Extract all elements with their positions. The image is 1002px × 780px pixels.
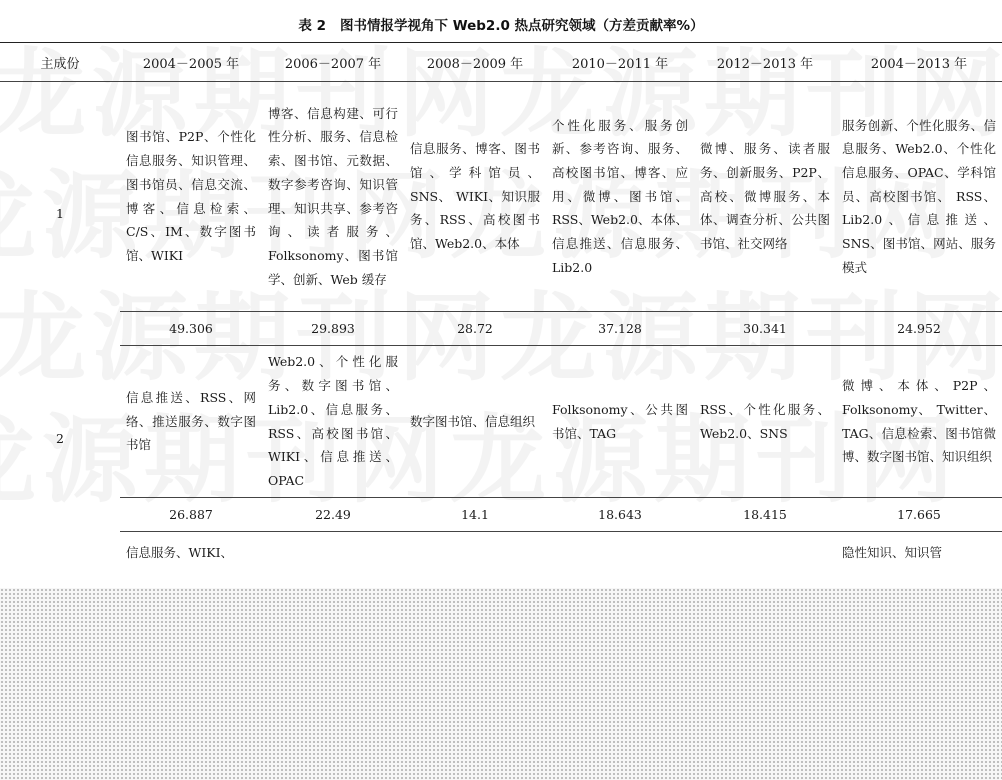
topic-cell: 信息服务、WIKI、 <box>126 545 234 560</box>
header-period: 2004－2013 年 <box>836 43 1002 82</box>
variance-value: 37.128 <box>546 312 694 346</box>
topic-cell: 信息服务、博客、图书馆、学科馆员、 SNS、 WIKI、知识服务、RSS、高校图书馆、Web2.0、本体 <box>410 141 540 252</box>
topic-cell: 服务创新、个性化服务、信息服务、Web2.0、个性化信息服务、OPAC、学科馆员、高校图书馆、 RSS、Lib2.0、信息推送、SNS、图书馆、网站、服务模式 <box>842 117 996 275</box>
header-component: 主成份 <box>0 43 120 82</box>
component-id: 1 <box>56 205 64 221</box>
variance-value: 22.49 <box>262 498 404 532</box>
variance-value: 18.643 <box>546 498 694 532</box>
variance-value: 18.415 <box>694 498 836 532</box>
header-period: 2008－2009 年 <box>404 43 546 82</box>
variance-row <box>0 498 1002 532</box>
topic-cell: 个性化服务、服务创新、参考咨询、服务、高校图书馆、博客、应用、微博、图书馆、RSS、Web2.0、本体、信息推送、信息服务、Lib2.0 <box>552 117 688 275</box>
header-period: 2006－2007 年 <box>262 43 404 82</box>
topic-cell <box>404 532 546 585</box>
variance-row <box>0 312 1002 346</box>
table-row <box>0 532 1002 585</box>
topic-cell: 图书馆、P2P、个性化信息服务、知识管理、图书馆员、信息交流、博客、信息检索、C/S、IM、数字图书馆、WIKI <box>126 129 256 263</box>
header-period: 2004－2005 年 <box>120 43 262 82</box>
variance-value: 28.72 <box>404 312 546 346</box>
variance-value: 17.665 <box>836 498 1002 532</box>
topic-cell <box>262 532 404 585</box>
header-period: 2012－2013 年 <box>694 43 836 82</box>
topic-cell: 数字图书馆、信息组织 <box>410 413 536 429</box>
variance-value: 30.341 <box>694 312 836 346</box>
variance-value: 26.887 <box>120 498 262 532</box>
topic-cell <box>546 532 694 585</box>
topic-cell: RSS、个性化服务、Web2.0、SNS <box>700 401 830 441</box>
table-row <box>0 82 1002 312</box>
variance-value: 24.952 <box>836 312 1002 346</box>
table-caption <box>0 14 1002 34</box>
variance-value: 14.1 <box>404 498 546 532</box>
component-id <box>0 532 120 585</box>
topic-cell: 微博、服务、读者服务、创新服务、P2P、高校、微博服务、本体、调查分析、公共图书馆、社交网络 <box>700 141 830 252</box>
topic-cell: 信息推送、RSS、网络、推送服务、数字图书馆 <box>126 389 256 453</box>
variance-value: 49.306 <box>120 312 262 346</box>
topic-cell: Folksonomy、公共图书馆、TAG <box>552 401 688 441</box>
table-row <box>0 346 1002 498</box>
component-id: 2 <box>56 430 64 446</box>
variance-value: 29.893 <box>262 312 404 346</box>
table-label: 表 2 <box>298 18 326 34</box>
topic-cell: 微博、本体、P2P、Folksonomy、 Twitter、TAG、信息检索、图书馆微博、数字图书馆、知识组织 <box>842 378 996 465</box>
topic-cell: Web2.0、个性化服务、数字图书馆、Lib2.0、信息服务、RSS、高校图书馆、WIKI、信息推送、OPAC <box>268 354 398 488</box>
header-period: 2010－2011 年 <box>546 43 694 82</box>
topic-cell <box>694 532 836 585</box>
topic-cell: 隐性知识、知识管 <box>842 545 943 560</box>
header-row <box>0 43 1002 82</box>
research-table <box>0 42 1002 584</box>
preview-mask <box>0 588 1002 780</box>
table-title: 图书情报学视角下 Web2.0 热点研究领域（方差贡献率%） <box>340 18 704 34</box>
topic-cell: 博客、信息构建、可行性分析、服务、信息检索、图书馆、元数据、数字参考咨询、知识管理、知识共享、参考咨询、读者服务、 Folksonomy、图书馆学、创新、Web 缓存 <box>268 105 398 287</box>
